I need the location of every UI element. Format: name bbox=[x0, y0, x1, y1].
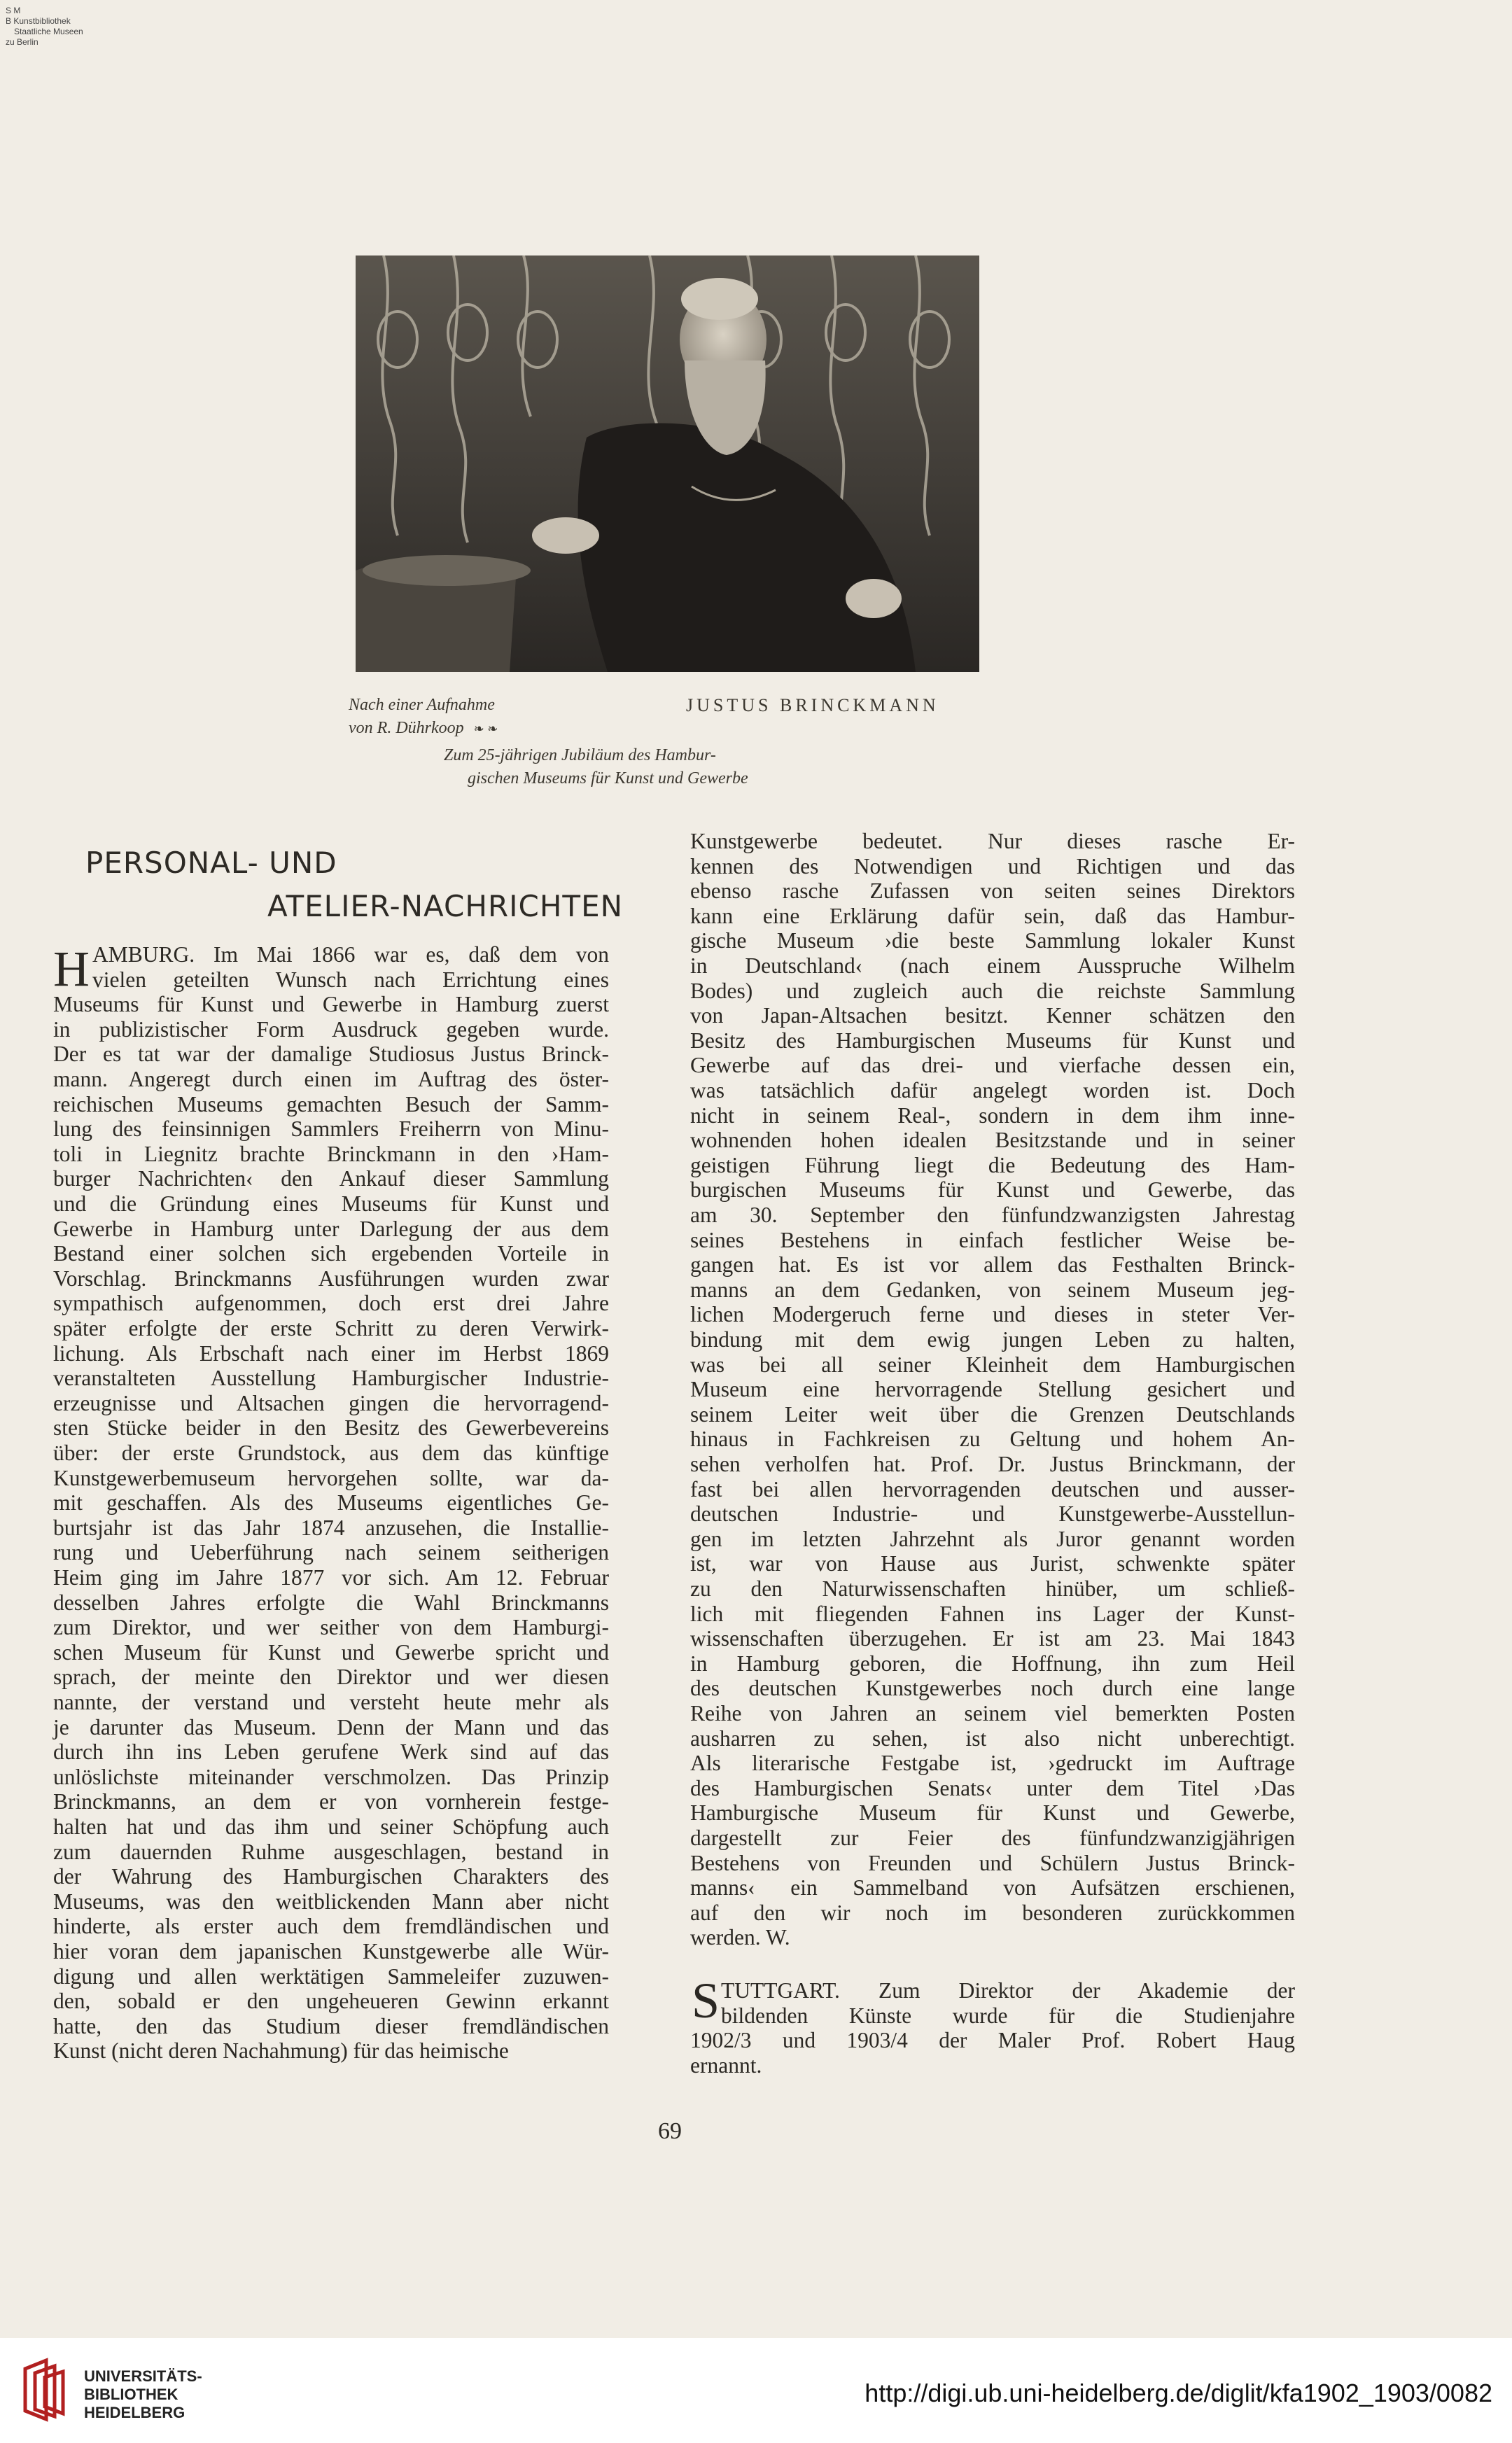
library-stamp bbox=[6, 6, 83, 48]
text-line: Besitz des Hamburgischen Museums für Kunst und bbox=[690, 1028, 1295, 1053]
text-line: geistigen Führung liegt die Bedeutung des Ham- bbox=[690, 1152, 1295, 1177]
text-line: zum Direktor, und wer seither von dem Hamburgi- bbox=[53, 1615, 609, 1640]
text-line: was bei all seiner Kleinheit dem Hamburgischen bbox=[690, 1352, 1295, 1377]
portrait-photo bbox=[356, 255, 979, 672]
text-line: sprach, der meinte den Direktor und wer diesen bbox=[53, 1665, 609, 1690]
library-logo-icon bbox=[18, 2355, 69, 2425]
source-url[interactable]: http://digi.ub.uni-heidelberg.de/diglit/kfa1902_1903/0082 bbox=[864, 2379, 1492, 2407]
text-line: hinderte, als erster auch dem fremdländischen und bbox=[53, 1914, 609, 1939]
drop-cap: S bbox=[692, 1973, 720, 2029]
text-line: Brinckmanns, an dem er von vornherein festge- bbox=[53, 1789, 609, 1814]
text-line: Gewerbe in Hamburg unter Darlegung der aus dem bbox=[53, 1216, 609, 1241]
text-line: bildenden Künste wurde für die Studienjahre bbox=[721, 2003, 1295, 2028]
text-line: über: der erste Grundstock, aus dem das künftige bbox=[53, 1441, 609, 1465]
text-line: hatte, den das Studium dieser fremdländischen bbox=[53, 2013, 609, 2038]
stamp-line: Staatliche Museen bbox=[14, 27, 83, 36]
text-line: sehen verholfen hat. Prof. Dr. Justus Brinckmann, der bbox=[690, 1452, 1295, 1476]
text-line: deutschen Industrie- und Kunstgewerbe-Ausstellun- bbox=[690, 1502, 1295, 1527]
text-line: werden. W. bbox=[690, 1925, 790, 1950]
text-line: AMBURG. Im Mai 1866 war es, daß dem von bbox=[92, 942, 609, 967]
text-line: Museums, was den weitblickenden Mann aber nicht bbox=[53, 1889, 609, 1914]
text-line: in Deutschland‹ (nach einem Ausspruche Wilhelm bbox=[690, 953, 1295, 978]
text-line: am 30. September den fünfundzwanzigsten Jahrestag bbox=[690, 1203, 1295, 1227]
text-line: lichen Modergeruch ferne und dieses in steter Ver- bbox=[690, 1302, 1295, 1327]
ornament: ❧ ❧ bbox=[473, 722, 498, 736]
text-line: auf den wir noch im besonderen zurückkommen bbox=[690, 1900, 1295, 1925]
section-heading: PERSONAL- UND bbox=[85, 846, 337, 880]
text-line: lung des feinsinnigen Sammlers Freiherrn von Minu- bbox=[53, 1116, 609, 1142]
text-line: wissenschaften überzugehen. Er ist am 23. Mai 1843 bbox=[690, 1626, 1295, 1651]
text-line: ist, war von Hause aus Jurist, schwenkte später bbox=[690, 1551, 1295, 1576]
text-line: Kunst (nicht deren Nachahmung) für das heimische bbox=[53, 2038, 509, 2064]
text-line: Museums für Kunst und Gewerbe in Hamburg zuerst bbox=[53, 992, 609, 1017]
text-line: Bestehens von Freunden und Schülern Justus Brinck- bbox=[690, 1850, 1295, 1875]
text-line: dargestellt zur Feier des fünfundzwanzigjährigen bbox=[690, 1826, 1295, 1850]
stuttgart-notice bbox=[690, 1978, 1295, 2083]
page-number: 69 bbox=[658, 2118, 682, 2144]
text-line: sympathisch aufgenommen, doch erst drei Jahre bbox=[53, 1291, 609, 1316]
text-line: Vorschlag. Brinckmanns Ausführungen wurden zwar bbox=[53, 1266, 609, 1291]
text-line: veranstalteten Ausstellung Hamburgischer Industrie- bbox=[53, 1366, 609, 1391]
text-line: Reihe von Jahren an seinem viel bemerkten Posten bbox=[690, 1701, 1295, 1726]
text-line: Gewerbe auf das drei- und vierfache dessen ein, bbox=[690, 1053, 1295, 1078]
text-line: Kunstgewerbemuseum hervorgehen sollte, war da- bbox=[53, 1465, 609, 1490]
text-line: Kunstgewerbe bedeutet. Nur dieses rasche Er- bbox=[690, 829, 1295, 853]
portrait-subject-name: JUSTUS BRINCKMANN bbox=[686, 695, 939, 715]
text-line: in Hamburg geboren, die Hoffnung, ihn zum Heil bbox=[690, 1651, 1295, 1676]
text-line: von Japan-Altsachen besitzt. Kenner schätzen den bbox=[690, 1003, 1295, 1028]
text-line: nicht in seinem Real-, sondern in dem ihm inne- bbox=[690, 1102, 1295, 1128]
text-line: desselben Jahres erfolgte die Wahl Brinckmanns bbox=[53, 1590, 609, 1615]
text-line: den, sobald er den ungeheueren Gewinn erkannt bbox=[53, 1989, 609, 2014]
text-line: zu den Naturwissenschaften hinüber, um schließ- bbox=[690, 1576, 1295, 1601]
text-line: 1902/3 und 1903/4 der Maler Prof. Robert Haug bbox=[690, 2028, 1295, 2053]
text-line: mit geschaffen. Als des Museums eigentliches Ge- bbox=[53, 1490, 609, 1516]
text-line: kennen des Notwendigen und Richtigen und das bbox=[690, 853, 1295, 878]
text-line: fast bei allen hervorragenden deutschen und ausser- bbox=[690, 1476, 1295, 1502]
text-line: wohnenden hohen idealen Besitzstande und in seiner bbox=[690, 1128, 1295, 1153]
text-line: manns‹ ein Sammelband von Aufsätzen erschienen, bbox=[690, 1875, 1295, 1900]
text-line: gangen hat. Es ist vor allem das Festhalten Brinck- bbox=[690, 1252, 1295, 1278]
text-line: reichischen Museums gemachten Besuch der Samm- bbox=[53, 1091, 609, 1116]
text-line: digung und allen werktätigen Sammeleifer zuzuwen- bbox=[53, 1963, 609, 1989]
text-line: lichung. Als Erbschaft nach einer im Herbst 1869 bbox=[53, 1340, 609, 1366]
text-line: vielen geteilten Wunsch nach Errichtung eines bbox=[92, 967, 609, 992]
text-line: zum dauernden Ruhme ausgeschlagen, bestand in bbox=[53, 1839, 609, 1864]
text-line: durch ihn ins Leben gerufene Werk sind auf das bbox=[53, 1740, 609, 1765]
text-line: später erfolgte der erste Schritt zu deren Verwirk- bbox=[53, 1316, 609, 1340]
text-line: rung und Ueberführung nach seinem seitherigen bbox=[53, 1540, 609, 1565]
text-line: gen im letzten Jahrzehnt als Juror genannt worden bbox=[690, 1526, 1295, 1551]
text-line: der Wahrung des Hamburgischen Charakters des bbox=[53, 1864, 609, 1889]
text-line: hier voran dem japanischen Kunstgewerbe alle Wür- bbox=[53, 1939, 609, 1963]
text-line: nannte, der verstand und versteht heute mehr als bbox=[53, 1690, 609, 1714]
text-line: Bestand einer solchen sich ergebenden Vorteile in bbox=[53, 1241, 609, 1266]
text-line: mann. Angeregt durch einen im Auftrag des öster- bbox=[53, 1067, 609, 1091]
text-line: manns an dem Gedanken, von seinem Museum jeg- bbox=[690, 1277, 1295, 1302]
text-line: Heim ging im Jahre 1877 vor sich. Am 12. Februar bbox=[53, 1565, 609, 1590]
text-line: hinaus in Fachkreisen zu Geltung und hohem An- bbox=[690, 1427, 1295, 1452]
text-line: ebenso rasche Zufassen von seiten seines Direktors bbox=[690, 878, 1295, 904]
text-line: toli in Liegnitz brachte Brinckmann in den ›Ham- bbox=[53, 1141, 609, 1166]
stamp-line: S M bbox=[6, 6, 21, 15]
photo-credit-name: von R. Dührkoop bbox=[349, 719, 464, 737]
library-name-line: HEIDELBERG bbox=[84, 2404, 186, 2421]
text-line: des deutschen Kunstgewerbes noch durch eine lange bbox=[690, 1676, 1295, 1701]
text-line: lich mit fliegenden Fahnen ins Lager der Kunst- bbox=[690, 1601, 1295, 1626]
text-line: Der es tat war der damalige Studiosus Justus Brinck- bbox=[53, 1042, 609, 1067]
text-line: ausharren zu sehen, ist also nicht unberechtigt. bbox=[690, 1726, 1295, 1751]
text-line: burtsjahr ist das Jahr 1874 anzusehen, die Installie- bbox=[53, 1515, 609, 1540]
library-name-line: UNIVERSITÄTS- bbox=[84, 2367, 202, 2385]
text-line: seines Bestehens in einfach festlicher Weise be- bbox=[690, 1227, 1295, 1252]
text-line: burger Nachrichten‹ den Ankauf dieser Sammlung bbox=[53, 1166, 609, 1191]
text-line: des Hamburgischen Senats‹ unter dem Titel ›Das bbox=[690, 1775, 1295, 1800]
text-line: was tatsächlich dafür angelegt worden ist. Doch bbox=[690, 1078, 1295, 1102]
text-line: unlöslichste miteinander verschmolzen. Das Prinzip bbox=[53, 1764, 609, 1789]
stamp-line: zu Berlin bbox=[6, 37, 38, 47]
text-line: sten Stücke beider in den Besitz des Gewerbevereins bbox=[53, 1415, 609, 1441]
text-line: Als literarische Festgabe ist, ›gedruckt im Auftrage bbox=[690, 1751, 1295, 1776]
section-heading: ATELIER-NACHRICHTEN bbox=[267, 889, 624, 923]
library-name bbox=[84, 2367, 202, 2422]
photo-credit: Nach einer Aufnahme bbox=[349, 696, 495, 714]
text-line: je darunter das Museum. Denn der Mann und das bbox=[53, 1714, 609, 1740]
drop-cap: H bbox=[53, 941, 90, 997]
text-line: gische Museum ›die beste Sammlung lokaler Kunst bbox=[690, 928, 1295, 953]
caption-subline: gischen Museums für Kunst und Gewerbe bbox=[468, 769, 748, 788]
text-line: schen Museum für Kunst und Gewerbe spricht und bbox=[53, 1639, 609, 1665]
text-line: Bodes) und zugleich auch die reichste Sammlung bbox=[690, 978, 1295, 1003]
text-line: burgischen Museums für Kunst und Gewerbe, das bbox=[690, 1177, 1295, 1203]
photo-credit bbox=[349, 718, 498, 738]
text-line: TUTTGART. Zum Direktor der Akademie der bbox=[721, 1978, 1295, 2003]
text-line: halten hat und das ihm und seiner Schöpfung auch bbox=[53, 1814, 609, 1839]
stamp-line: B Kunstbibliothek bbox=[6, 16, 71, 26]
text-line: Museum eine hervorragende Stellung gesichert und bbox=[690, 1377, 1295, 1402]
text-line: kann eine Erklärung dafür sein, daß das Hambur- bbox=[690, 903, 1295, 928]
caption-subline: Zum 25-jährigen Jubiläum des Hambur- bbox=[444, 746, 716, 764]
library-name-line: BIBLIOTHEK bbox=[84, 2386, 178, 2403]
left-text-column bbox=[53, 942, 609, 2090]
text-line: ernannt. bbox=[690, 2052, 762, 2078]
text-line: bindung mit dem ewig jungen Leben zu halten, bbox=[690, 1327, 1295, 1352]
text-line: seinem Leiter weit über die Grenzen Deutschlands bbox=[690, 1401, 1295, 1427]
right-text-column bbox=[690, 829, 1295, 1970]
text-line: Hamburgische Museum für Kunst und Gewerbe, bbox=[690, 1800, 1295, 1826]
text-line: in publizistischer Form Ausdruck gegeben wurde. bbox=[53, 1016, 609, 1042]
text-line: und die Gründung eines Museums für Kunst und bbox=[53, 1191, 609, 1216]
text-line: erzeugnisse und Altsachen gingen die hervorragend- bbox=[53, 1390, 609, 1415]
